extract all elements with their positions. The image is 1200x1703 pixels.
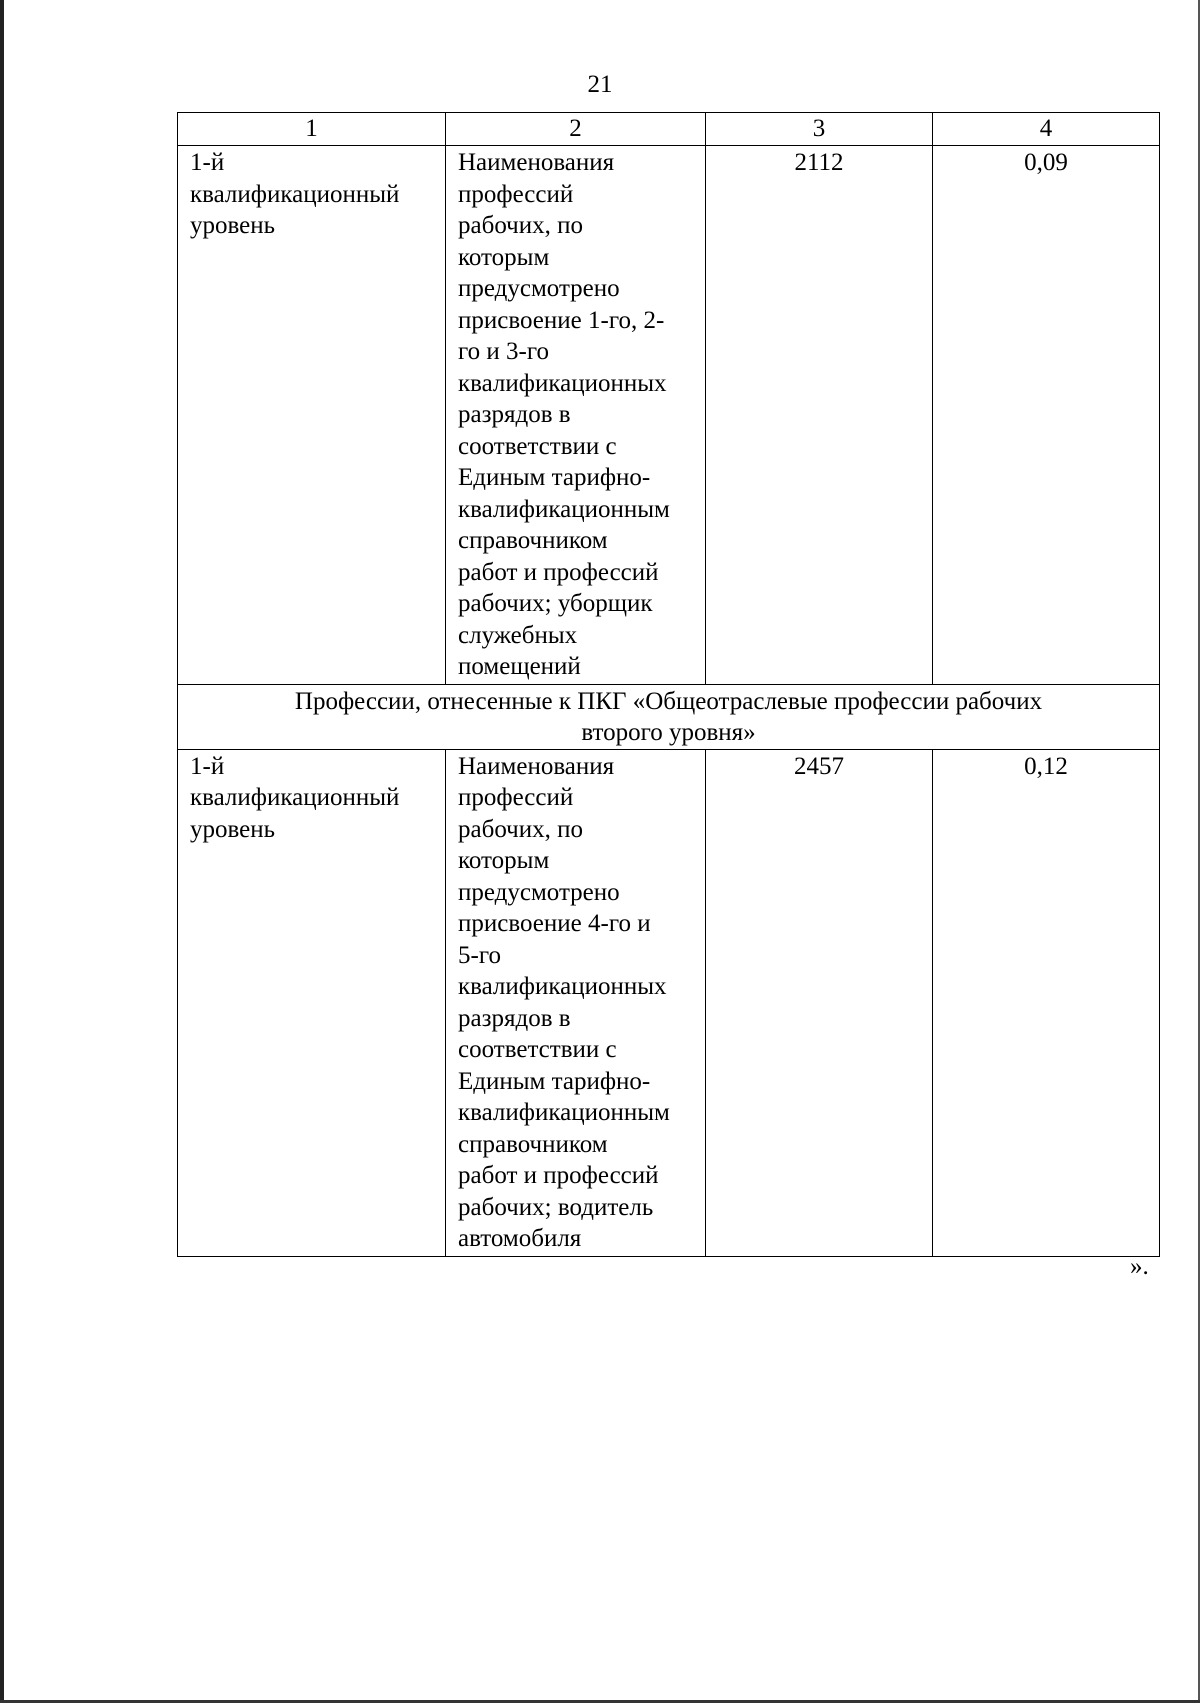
professions-table bbox=[177, 112, 1160, 1257]
description-line: Единым тарифно- bbox=[458, 464, 651, 491]
profession-description-cell bbox=[446, 749, 706, 1256]
coefficient-cell: 0,09 bbox=[933, 146, 1160, 685]
scan-border-left bbox=[0, 0, 4, 1703]
description-line: справочником bbox=[458, 527, 608, 554]
closing-quote: ». bbox=[1130, 1253, 1149, 1280]
description-line: соответствии с bbox=[458, 432, 617, 460]
section-heading-line-1: Профессии, отнесенные к ПКГ «Общеотраслевые профессии рабочих bbox=[294, 687, 1043, 715]
description-line: Единым тарифно- bbox=[458, 1067, 651, 1095]
section-heading-cell bbox=[178, 684, 1160, 749]
column-header-3: 3 bbox=[706, 113, 933, 146]
description-line: соответствии с bbox=[458, 1036, 617, 1063]
section-heading-line-2: второго уровня» bbox=[581, 718, 756, 746]
salary-cell: 2457 bbox=[706, 749, 933, 1256]
description-line: предусмотрено bbox=[458, 878, 620, 906]
profession-description-cell bbox=[446, 146, 706, 685]
column-header-1: 1 bbox=[178, 113, 446, 146]
section-heading-row bbox=[178, 684, 1160, 749]
description-line: квалификационным bbox=[458, 495, 670, 523]
description-line: рабочих, по bbox=[458, 815, 583, 843]
description-line: 5-го bbox=[458, 941, 501, 969]
description-line: го и 3-го bbox=[458, 338, 549, 365]
description-line: квалификационным bbox=[458, 1099, 670, 1126]
qualification-level-cell: 1-й квалификационный уровень bbox=[178, 749, 446, 1256]
description-line: разрядов в bbox=[458, 401, 571, 428]
description-line: работ и профессий bbox=[458, 558, 659, 586]
description-line: квалификационных bbox=[458, 369, 667, 397]
column-header-2: 2 bbox=[446, 113, 706, 146]
description-line: разрядов в bbox=[458, 1004, 571, 1032]
page-number: 21 bbox=[587, 71, 613, 98]
description-line: справочником bbox=[458, 1130, 608, 1158]
description-line: которым bbox=[458, 243, 550, 271]
table-row bbox=[178, 749, 1160, 1256]
description-line: присвоение 1-го, 2- bbox=[458, 306, 665, 334]
description-line: рабочих, по bbox=[458, 212, 583, 239]
description-line: рабочих; уборщик bbox=[458, 590, 653, 617]
description-line: профессий bbox=[458, 180, 574, 208]
description-line: помещений bbox=[458, 653, 581, 680]
description-line: присвоение 4-го и bbox=[458, 910, 651, 937]
table-header-row bbox=[178, 113, 1160, 146]
salary-cell: 2112 bbox=[706, 146, 933, 685]
description-line: Наименования bbox=[458, 752, 615, 780]
description-line: работ и профессий bbox=[458, 1162, 659, 1189]
coefficient-cell: 0,12 bbox=[933, 749, 1160, 1256]
description-line: Наименования bbox=[458, 149, 615, 176]
description-line: которым bbox=[458, 847, 550, 874]
description-line: профессий bbox=[458, 784, 574, 811]
description-line: автомобиля bbox=[458, 1225, 582, 1252]
qualification-level-cell: 1-й квалификационный уровень bbox=[178, 146, 446, 685]
description-line: квалификационных bbox=[458, 973, 667, 1000]
description-line: служебных bbox=[458, 621, 578, 649]
column-header-4: 4 bbox=[933, 113, 1160, 146]
table-row bbox=[178, 146, 1160, 685]
description-line: предусмотрено bbox=[458, 275, 620, 302]
description-line: рабочих; водитель bbox=[458, 1193, 654, 1221]
